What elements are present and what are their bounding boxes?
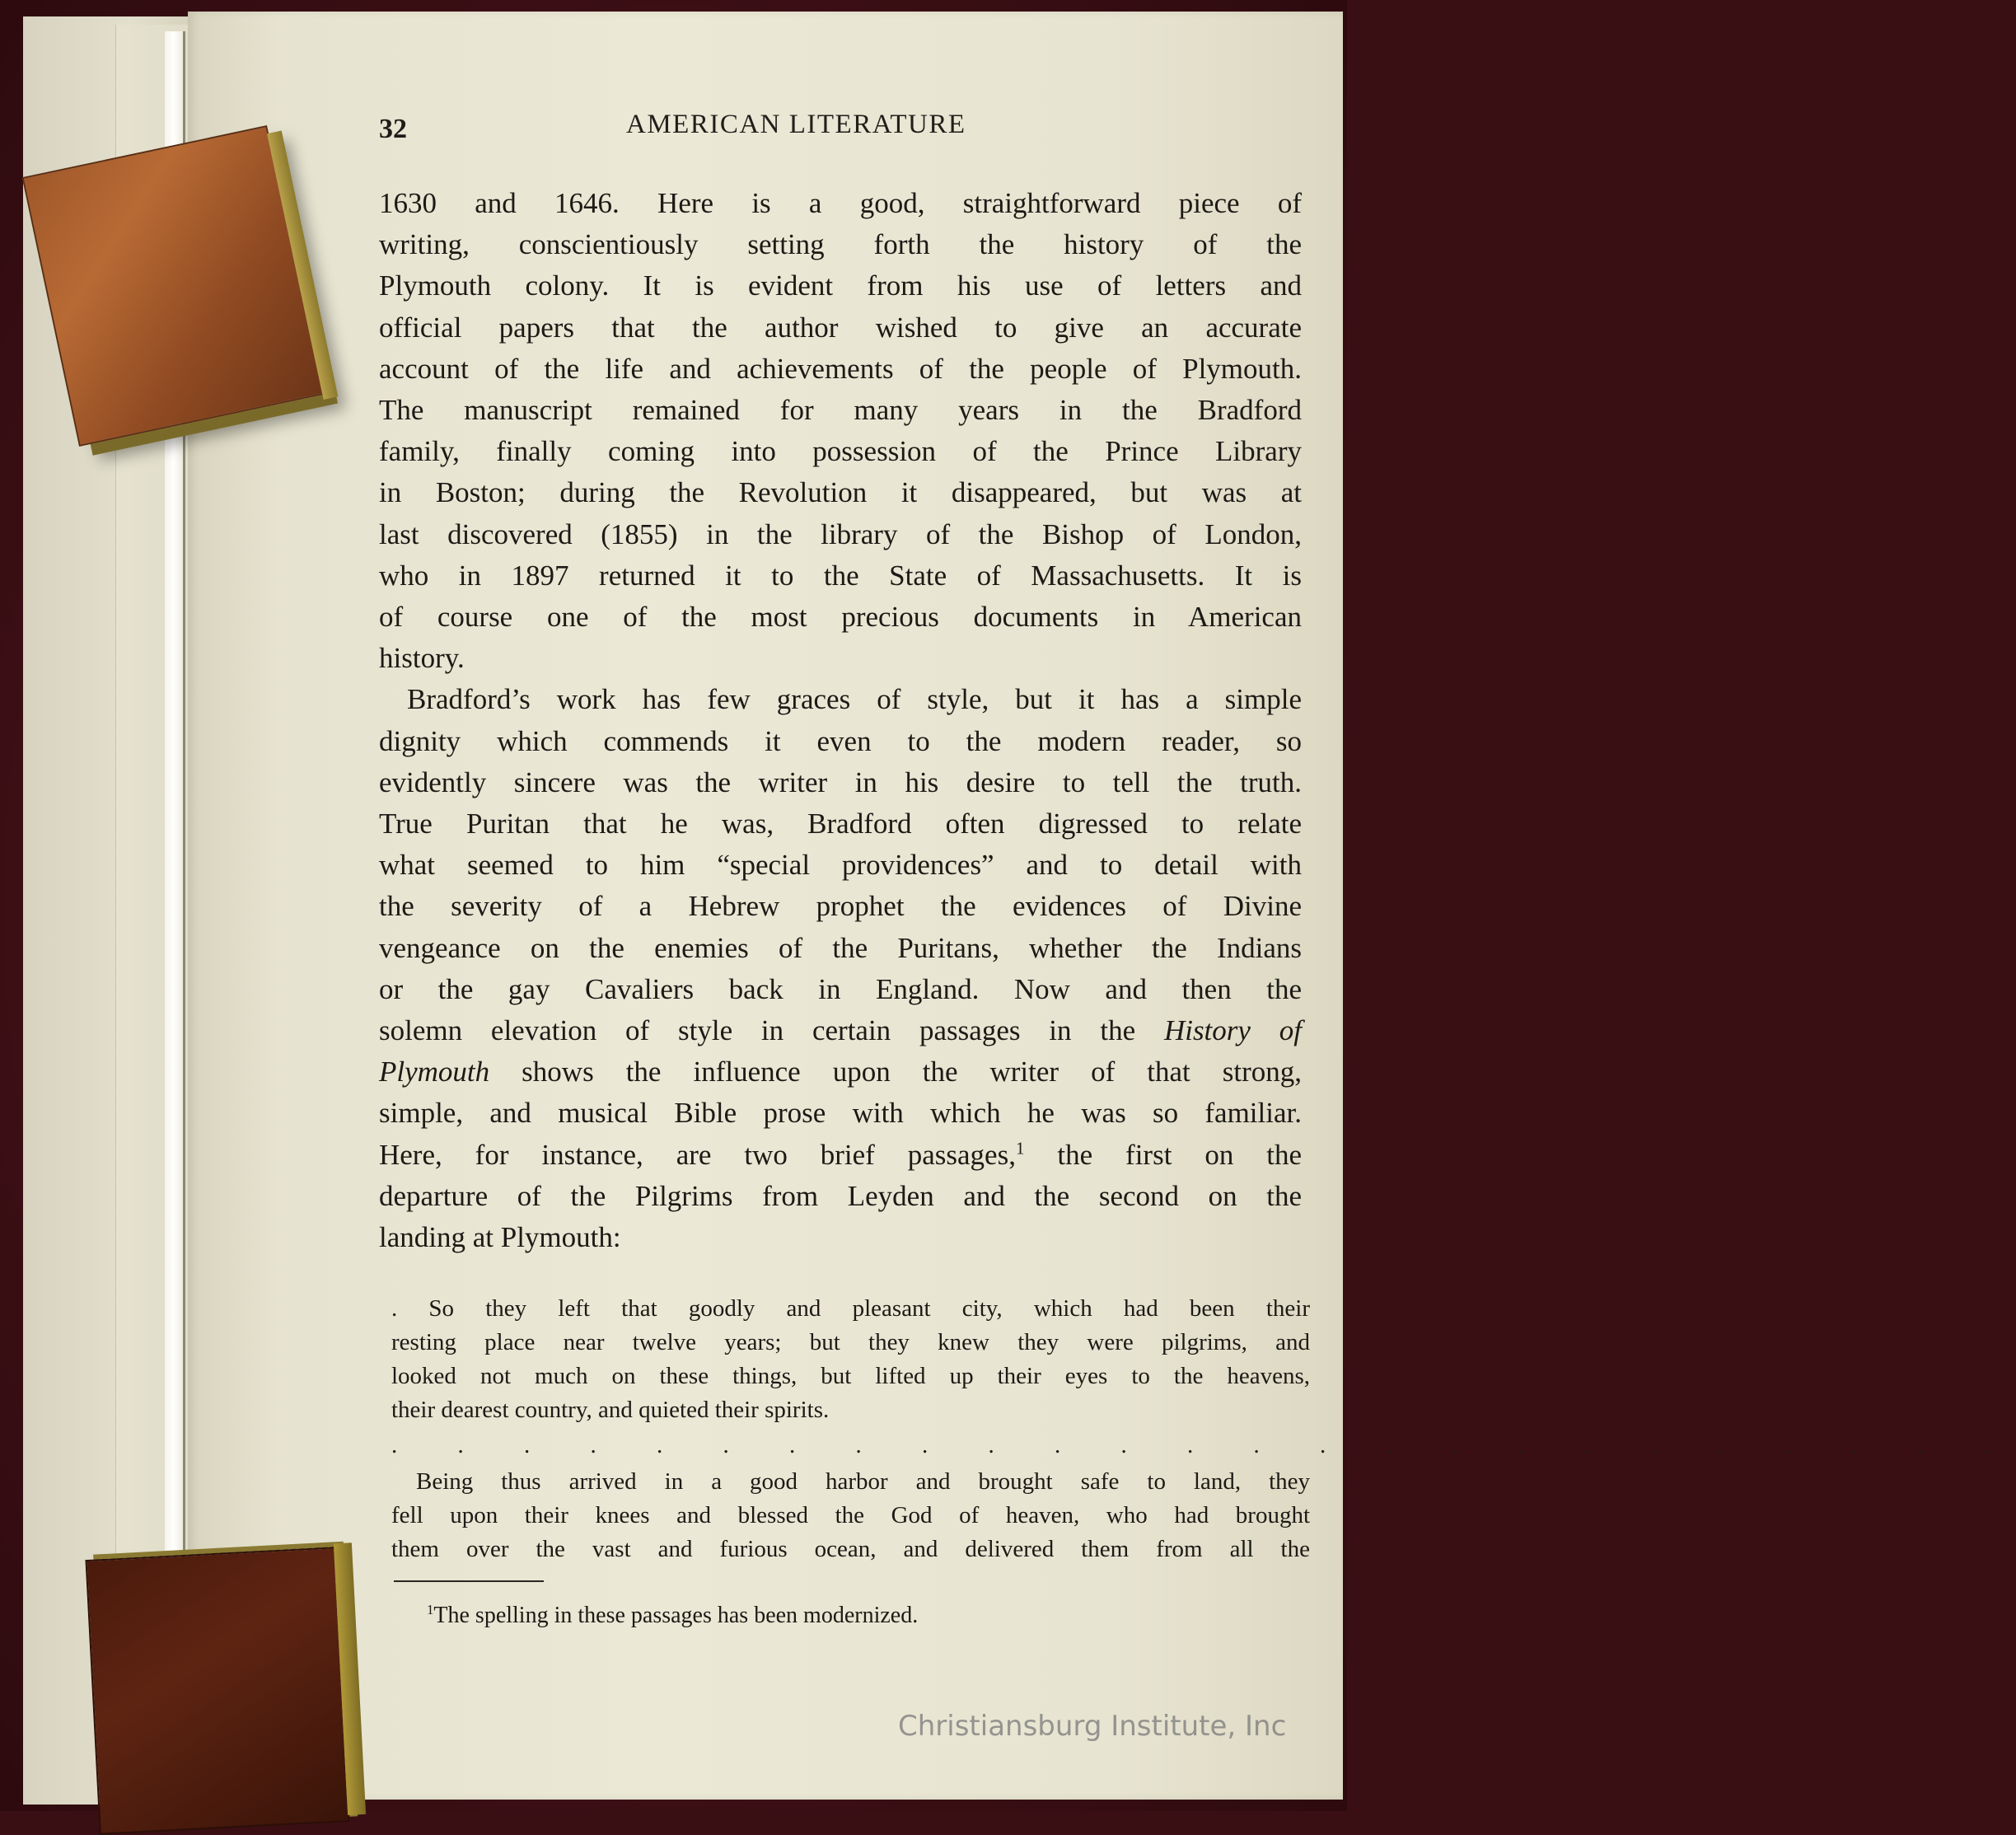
extract-line: . So they left that goodly and pleasant city, which had been their [391,1295,1310,1322]
text-segment: solemn elevation of style in certain passages in the [379,1014,1136,1047]
watermark: Christiansburg Institute, Inc [898,1710,1287,1743]
text-line-with-title [379,1010,1302,1051]
text-line-with-footnote-ref [379,1135,1302,1176]
text-line: account of the life and achievements of the people of Plymouth. [379,352,1302,385]
text-line: vengeance on the enemies of the Puritans, whether the Indians [379,931,1302,964]
text-line: who in 1897 returned it to the State of Massachusetts. It is [379,559,1302,592]
text-line-with-title [379,1051,1302,1093]
extract-line: their dearest country, and quieted their spirits. [391,1397,830,1423]
book-title-italic: Plymouth [379,1056,490,1088]
text-line: of course one of the most precious documents in American [379,601,1302,634]
footnote [427,1603,918,1629]
extract-line: fell upon their knees and blessed the God of heaven, who had brought [391,1502,1310,1528]
extract-line: Being thus arrived in a good harbor and brought safe to land, they [416,1468,1310,1495]
extract-line: resting place near twelve years; but they knew they were pilgrims, and [391,1329,1310,1355]
text-line: The manuscript remained for many years in the Bradford [379,394,1302,427]
text-line: simple, and musical Bible prose with which he was so familiar. [379,1097,1302,1130]
footnote-rule [394,1580,544,1582]
text-segment: Here, for instance, are two brief passages, [379,1138,1016,1171]
quoted-extract [391,1292,2016,1566]
text-line: history. [379,642,465,675]
text-line: landing at Plymouth: [379,1221,621,1254]
text-line: family, finally coming into possession of the Prince Library [379,435,1302,468]
text-line: writing, conscientiously setting forth the history of the [379,228,1302,261]
text-line: what seemed to him “special providences” and to detail with [379,849,1302,882]
copper-weight-bottom [85,1547,349,1834]
book-title-italic: History of [1163,1014,1302,1047]
text-segment: shows the influence upon the writer of that strong, [522,1056,1303,1088]
text-line: departure of the Pilgrims from Leyden and the second on the [379,1179,1302,1212]
extract-line: looked not much on these things, but lifted up their eyes to the heavens, [391,1363,1310,1389]
text-line: True Puritan that he was, Bradford often digressed to relate [379,807,1302,840]
footnote-text: The spelling in these passages has been modernized. [433,1603,919,1628]
ellipsis-separator: . . . . . . . . . . . . . . . . . . . . . . . . . [391,1432,2016,1458]
text-line: dignity which commends it even to the modern reader, so [379,724,1302,757]
text-line: Plymouth colony. It is evident from his use of letters and [379,269,1302,302]
text-line: 1630 and 1646. Here is a good, straightforward piece of [379,187,1302,219]
text-line: or the gay Cavaliers back in England. Now and then the [379,972,1302,1005]
footnote-reference: 1 [1015,1138,1025,1159]
footnote-marker: 1 [427,1601,434,1617]
text-line: the severity of a Hebrew prophet the evidences of Divine [379,890,1302,923]
text-line: official papers that the author wished to give an accurate [379,311,1302,344]
running-head: AMERICAN LITERATURE [626,110,966,139]
extract-line: them over the vast and furious ocean, and delivered them from all the [391,1536,1310,1562]
text-line: in Boston; during the Revolution it disappeared, but was at [379,476,1302,509]
text-line: Bradford’s work has few graces of style, but it has a simple [407,683,1302,716]
text-line: last discovered (1855) in the library of the Bishop of London, [379,517,1302,550]
page-number: 32 [379,114,407,144]
text-line: evidently sincere was the writer in his desire to tell the truth. [379,765,1302,798]
text-segment: the first on the [1057,1138,1303,1171]
body-text [379,183,1302,1258]
